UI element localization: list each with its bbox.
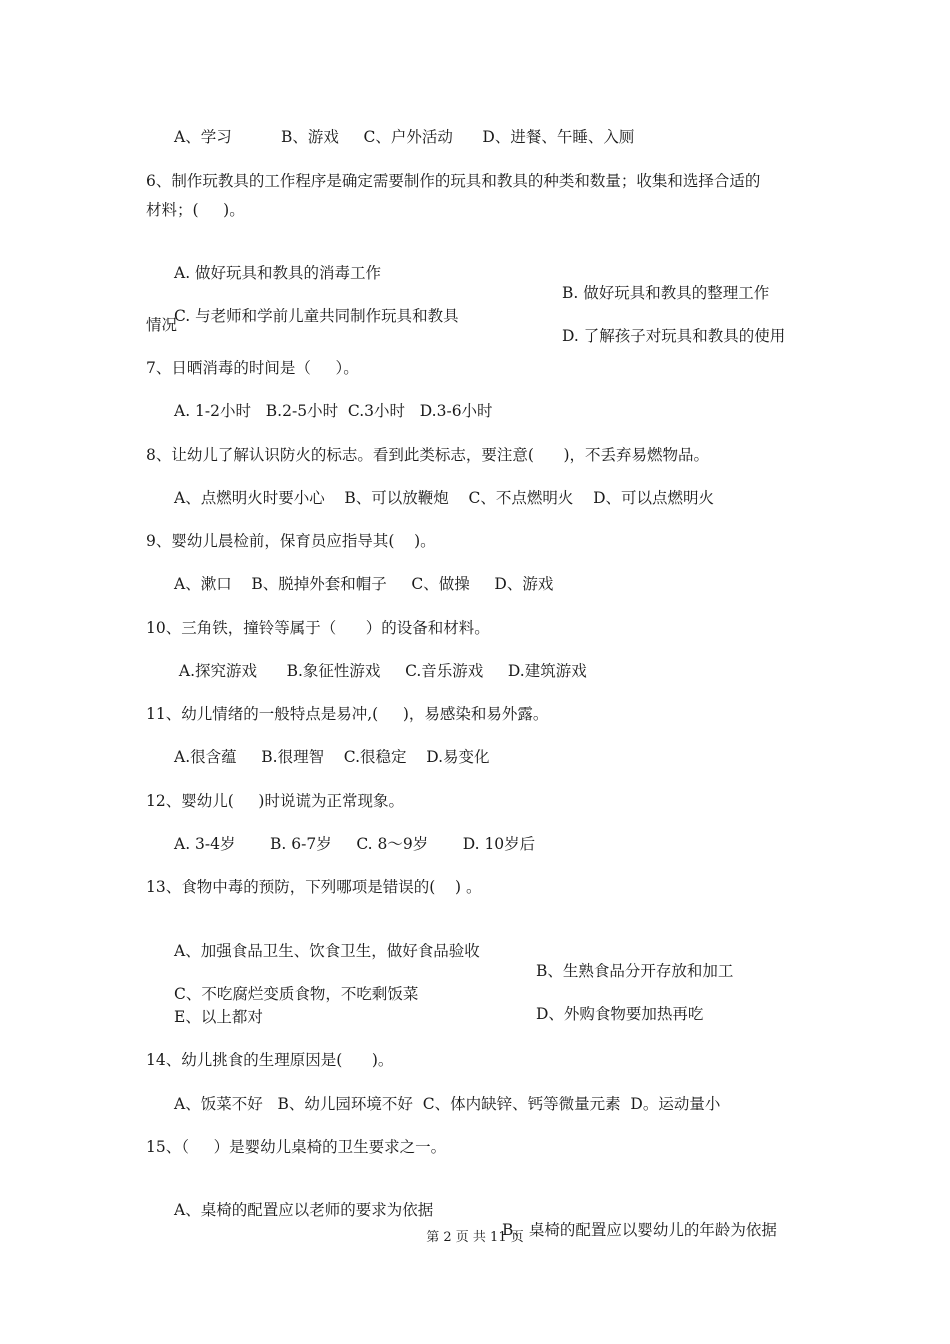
q13-option-b: B、生熟食品分开存放和加工 [536, 962, 734, 980]
q14-stem: 14、幼儿挑食的生理原因是( )。 [146, 1051, 394, 1069]
q6-option-d-cont: 情况 [146, 316, 178, 334]
q13-option-c: C、不吃腐烂变质食物，不吃剩饭菜 [174, 985, 419, 1003]
q14-options: A、饭菜不好 B、幼儿园环境不好 C、体内缺锌、钙等微量元素 D。运动量小 [174, 1095, 721, 1113]
q13-option-a: A、加强食品卫生、饮食卫生，做好食品验收 [174, 942, 480, 960]
q8-stem: 8、让幼儿了解认识防火的标志。看到此类标志，要注意( )，不丢弃易燃物品。 [146, 446, 710, 464]
q6-option-b: B. 做好玩具和教具的整理工作 [562, 284, 770, 302]
q6-stem-cont: 材料；( )。 [146, 201, 245, 219]
q11-options: A.很含蕴 B.很理智 C.很稳定 D.易变化 [174, 748, 490, 766]
q9-stem: 9、婴幼儿晨检前，保育员应指导其( )。 [146, 532, 436, 550]
q15-option-a: A、桌椅的配置应以老师的要求为依据 [174, 1201, 434, 1219]
q12-stem: 12、婴幼儿( )时说谎为正常现象。 [146, 792, 404, 810]
q10-options: A.探究游戏 B.象征性游戏 C.音乐游戏 D.建筑游戏 [174, 662, 587, 680]
q13-stem: 13、食物中毒的预防，下列哪项是错误的( ) 。 [146, 878, 482, 896]
page-footer: 第 2 页 共 11 页 [426, 1230, 524, 1245]
q9-options: A、漱口 B、脱掉外套和帽子 C、做操 D、游戏 [174, 575, 554, 593]
q13-option-d: D、外购食物要加热再吃 [536, 1005, 704, 1023]
q12-options: A. 3-4岁 B. 6-7岁 C. 8～9岁 D. 10岁后 [174, 835, 536, 853]
q8-options: A、点燃明火时要小心 B、可以放鞭炮 C、不点燃明火 D、可以点燃明火 [174, 489, 714, 507]
q7-stem: 7、日晒消毒的时间是（ ）。 [146, 359, 359, 377]
q13-option-e: E、以上都对 [174, 1008, 263, 1026]
q6-option-a: A. 做好玩具和教具的消毒工作 [174, 264, 382, 282]
q5-options: A、学习 B、游戏 C、户外活动 D、进餐、午睡、入厕 [174, 128, 635, 146]
q15-option-b: B、桌椅的配置应以婴幼儿的年龄为依据 [502, 1221, 777, 1239]
q10-stem: 10、三角铁，撞铃等属于（ ）的设备和材料。 [146, 619, 490, 637]
q6-stem: 6、制作玩教具的工作程序是确定需要制作的玩具和教具的种类和数量；收集和选择合适的 [146, 172, 761, 190]
q6-option-c: C. 与老师和学前儿童共同制作玩具和教具 [174, 307, 459, 325]
q11-stem: 11、幼儿情绪的一般特点是易冲,( )，易感染和易外露。 [146, 705, 549, 723]
q7-options: A. 1-2小时 B.2-5小时 C.3小时 D.3-6小时 [174, 402, 493, 420]
q6-option-d: D. 了解孩子对玩具和教具的使用 [562, 327, 786, 345]
q15-stem: 15、（ ）是婴幼儿桌椅的卫生要求之一。 [146, 1138, 447, 1156]
